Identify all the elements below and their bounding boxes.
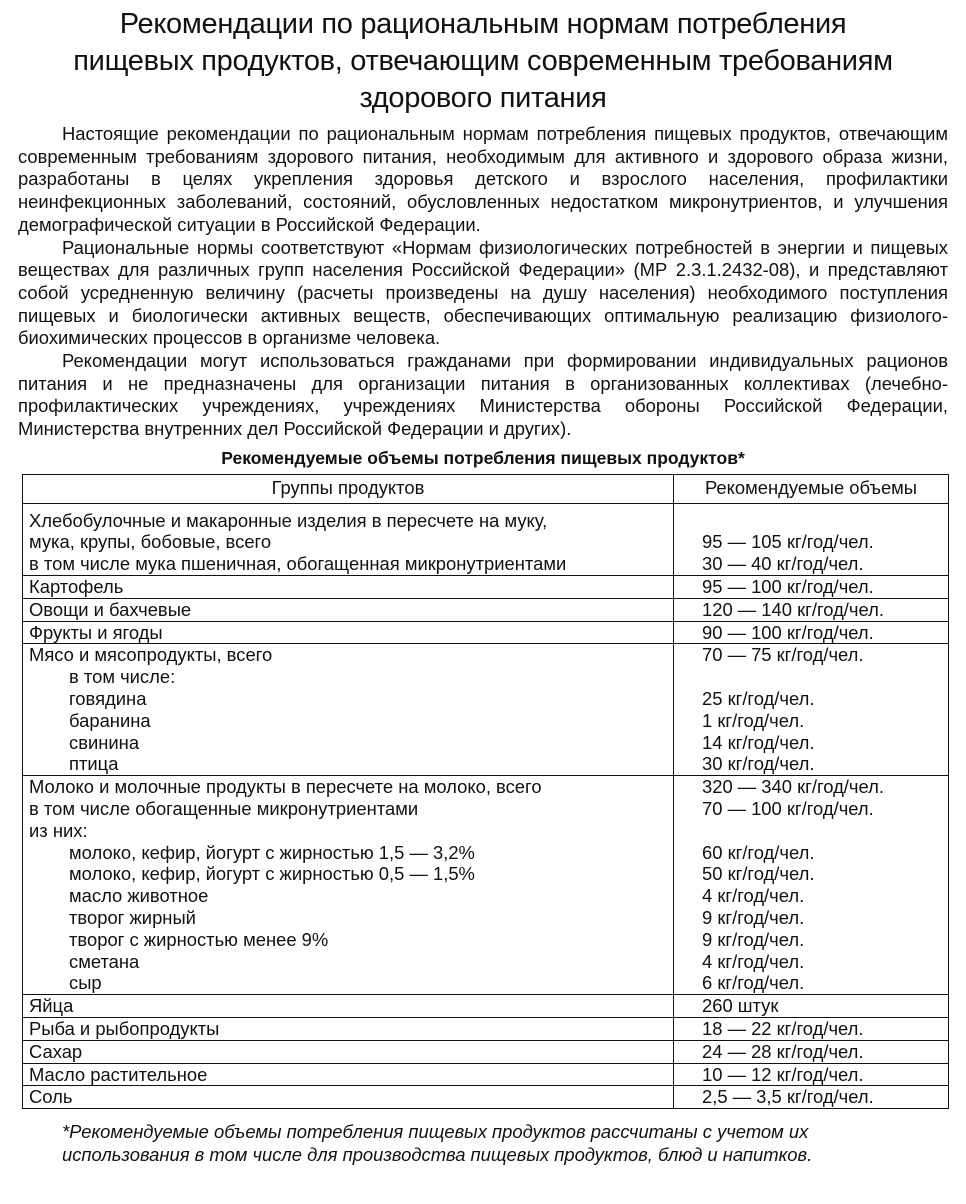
meat-line-2: в том числе:	[69, 666, 176, 688]
table-row-fish	[23, 1017, 949, 1040]
milk-value-7: 9 кг/год/чел.	[702, 906, 805, 928]
milk-value-5: 50 кг/год/чел.	[702, 863, 815, 885]
meat-value-beef: 25 кг/год/чел.	[702, 688, 815, 710]
milk-line-9: сметана	[69, 950, 140, 972]
footnote: *Рекомендуемые объемы потребления пищевых продуктов рассчитаны с учетом их использования в том числе для производства пищевых продуктов, блюд и напитков.	[62, 1121, 813, 1165]
table-title: Рекомендуемые объемы потребления пищевых продуктов*	[221, 447, 745, 468]
milk-line-2: в том числе обогащенные микронутриентами	[29, 798, 419, 819]
meat-value-poultry: 30 кг/год/чел.	[702, 753, 815, 775]
meat-value-lamb: 1 кг/год/чел.	[702, 709, 805, 731]
table-row-vegetables	[23, 598, 949, 621]
header-product-groups: Группы продуктов	[23, 474, 674, 503]
table-header-row	[23, 474, 949, 503]
meat-line-1: Мясо и мясопродукты, всего	[29, 644, 273, 666]
meat-line-5: свинина	[69, 731, 140, 753]
salt-name: Соль	[23, 1086, 674, 1109]
meat-line-6: птица	[69, 753, 119, 775]
intro-paragraph-2: Рациональные нормы соответствуют «Нормам физиологических потребностей в энергии и пищевых веществах для различных групп населения Российской Федерации» (МР 2.3.1.2432-08), и представляют собой усредненную величину (расчеты произведены на душу населения) необходимого поступления пищевых и биологически активных веществ, обеспечивающих оптимальную реализацию физиолого-биохимических процессов в организме человека.	[18, 236, 948, 349]
bread-value-total: 95 — 105 кг/год/чел.	[702, 531, 874, 553]
milk-value-8: 9 кг/год/чел.	[702, 928, 805, 950]
milk-line-3: из них:	[29, 819, 88, 841]
table-row-meat	[23, 644, 949, 776]
consumption-table	[22, 474, 949, 1109]
meat-line-3: говядина	[69, 688, 147, 710]
milk-value-fortified: 70 — 100 кг/год/чел.	[702, 798, 874, 819]
eggs-name: Яйца	[23, 995, 674, 1018]
salt-value: 2,5 — 3,5 кг/год/чел.	[674, 1086, 949, 1109]
milk-line-10: сыр	[69, 972, 102, 994]
title-line-1: Рекомендации по рациональным нормам потребления	[119, 8, 847, 40]
bread-line-1: Хлебобулочные и макаронные изделия в пересчете на муку,	[29, 509, 548, 531]
milk-value-6: 4 кг/год/чел.	[702, 885, 805, 907]
oil-value: 10 — 12 кг/год/чел.	[674, 1063, 949, 1086]
title-line-2: пищевых продуктов, отвечающим современным требованиям	[73, 45, 893, 77]
table-row-eggs	[23, 995, 949, 1018]
table-row-fruits	[23, 621, 949, 644]
table-row-sugar	[23, 1040, 949, 1063]
table-row-salt	[23, 1086, 949, 1109]
table-row-milk	[23, 776, 949, 995]
oil-name: Масло растительное	[23, 1063, 674, 1086]
table-row-oil	[23, 1063, 949, 1086]
potato-name: Картофель	[23, 576, 674, 599]
milk-line-5: молоко, кефир, йогурт с жирностью 0,5 — 1,5%	[69, 863, 475, 885]
bread-line-3: в том числе мука пшеничная, обогащенная микронутриентами	[29, 553, 567, 575]
meat-value-total: 70 — 75 кг/год/чел.	[702, 644, 864, 666]
milk-value-4: 60 кг/год/чел.	[702, 841, 815, 863]
table-row-bread	[23, 510, 949, 576]
header-recommended-volumes: Рекомендуемые объемы	[674, 474, 949, 503]
eggs-value: 260 штук	[674, 995, 949, 1018]
intro-paragraph-3: Рекомендации могут использоваться гражданами при формировании индивидуальных рационов питания и не предназначены для организации питания в организованных коллективах (лечебно-профилактических учреждениях, учреждениях Министерства обороны Российской Федерации, Министерства внутренних дел Российской Федерации и других).	[18, 350, 948, 440]
meat-line-4: баранина	[69, 709, 151, 731]
vegetables-value: 120 — 140 кг/год/чел.	[674, 598, 949, 621]
intro-text	[18, 123, 948, 441]
milk-line-1: Молоко и молочные продукты в пересчете на молоко, всего	[29, 776, 542, 798]
fruits-value: 90 — 100 кг/год/чел.	[674, 621, 949, 644]
sugar-value: 24 — 28 кг/год/чел.	[674, 1040, 949, 1063]
milk-value-total: 320 — 340 кг/год/чел.	[702, 776, 884, 798]
intro-paragraph-1: Настоящие рекомендации по рациональным нормам потребления пищевых продуктов, отвечающим современным требованиям здорового питания, необходимым для активного и здорового образа жизни, разработаны в целях укрепления здоровья детского и взрослого населения, профилактики неинфекционных заболеваний, состояний, обусловленных недостатком микронутриентов, и улучшения демографической ситуации в Российской Федерации.	[18, 123, 948, 235]
bread-line-2: мука, крупы, бобовые, всего	[29, 531, 272, 553]
fruits-name: Фрукты и ягоды	[23, 621, 674, 644]
table-row-potato	[23, 576, 949, 599]
bread-value-fortified: 30 — 40 кг/год/чел.	[702, 553, 864, 575]
milk-line-7: творог жирный	[69, 906, 196, 928]
milk-line-8: творог с жирностью менее 9%	[69, 928, 329, 950]
milk-value-9: 4 кг/год/чел.	[702, 950, 805, 972]
milk-value-10: 6 кг/год/чел.	[702, 972, 805, 994]
title-line-3: здорового питания	[359, 82, 607, 114]
page-title	[18, 6, 948, 117]
sugar-name: Сахар	[23, 1040, 674, 1063]
meat-value-pork: 14 кг/год/чел.	[702, 731, 815, 753]
vegetables-name: Овощи и бахчевые	[23, 598, 674, 621]
milk-line-6: масло животное	[69, 885, 209, 907]
fish-value: 18 — 22 кг/год/чел.	[674, 1017, 949, 1040]
potato-value: 95 — 100 кг/год/чел.	[674, 576, 949, 599]
milk-line-4: молоко, кефир, йогурт с жирностью 1,5 — 3,2%	[69, 841, 475, 863]
fish-name: Рыба и рыбопродукты	[23, 1017, 674, 1040]
